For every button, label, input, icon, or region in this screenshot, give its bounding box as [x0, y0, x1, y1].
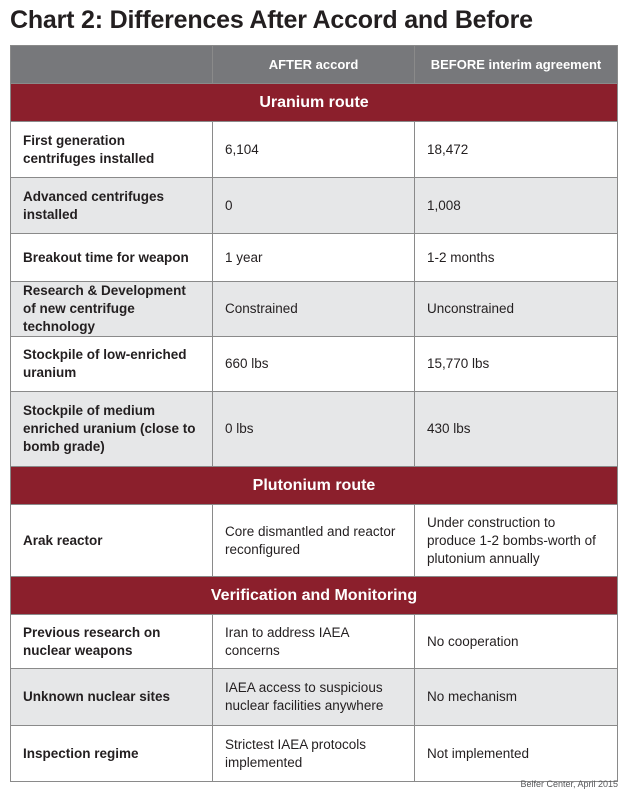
table-row: [11, 337, 618, 392]
row-label: Inspection regime: [11, 726, 213, 782]
after-value: 1 year: [213, 234, 415, 282]
row-label: Stockpile of medium enriched uranium (close to bomb grade): [11, 392, 213, 467]
before-value: 1,008: [415, 178, 618, 234]
chart-title: Chart 2: Differences After Accord and Before: [10, 6, 533, 34]
after-value: Core dismantled and reactor reconfigured: [213, 505, 415, 577]
section-title: Verification and Monitoring: [11, 577, 618, 615]
before-value: 430 lbs: [415, 392, 618, 467]
row-label: Arak reactor: [11, 505, 213, 577]
header-before-agreement: BEFORE interim agreement: [415, 46, 618, 84]
row-label: Advanced centrifuges installed: [11, 178, 213, 234]
before-value: Not implemented: [415, 726, 618, 782]
row-label: Previous research on nuclear weapons: [11, 615, 213, 669]
table-row: [11, 282, 618, 337]
source-credit: Belfer Center, April 2015: [520, 779, 618, 789]
header-label-column: [11, 46, 213, 84]
section-plutonium-route: [11, 467, 618, 505]
section-title: Uranium route: [11, 84, 618, 122]
comparison-table: [10, 45, 618, 782]
row-label: Unknown nuclear sites: [11, 669, 213, 726]
after-value: 0: [213, 178, 415, 234]
before-value: 18,472: [415, 122, 618, 178]
after-value: 0 lbs: [213, 392, 415, 467]
before-value: Unconstrained: [415, 282, 618, 337]
row-label: Research & Development of new centrifuge technology: [11, 282, 213, 337]
after-value: 660 lbs: [213, 337, 415, 392]
table-row: [11, 726, 618, 782]
section-verification-monitoring: [11, 577, 618, 615]
before-value: No mechanism: [415, 669, 618, 726]
section-title: Plutonium route: [11, 467, 618, 505]
before-value: 1-2 months: [415, 234, 618, 282]
after-value: 6,104: [213, 122, 415, 178]
table-row: [11, 122, 618, 178]
table-row: [11, 505, 618, 577]
before-value: 15,770 lbs: [415, 337, 618, 392]
table-row: [11, 669, 618, 726]
row-label: First generation centrifuges installed: [11, 122, 213, 178]
header-after-accord: AFTER accord: [213, 46, 415, 84]
after-value: Strictest IAEA protocols implemented: [213, 726, 415, 782]
table-row: [11, 178, 618, 234]
after-value: Iran to address IAEA concerns: [213, 615, 415, 669]
table-header-row: [11, 46, 618, 84]
section-uranium-route: [11, 84, 618, 122]
table-row: [11, 615, 618, 669]
after-value: Constrained: [213, 282, 415, 337]
before-value: No cooperation: [415, 615, 618, 669]
row-label: Breakout time for weapon: [11, 234, 213, 282]
row-label: Stockpile of low-enriched uranium: [11, 337, 213, 392]
before-value: Under construction to produce 1-2 bombs-worth of plutonium annually: [415, 505, 618, 577]
table-row: [11, 234, 618, 282]
after-value: IAEA access to suspicious nuclear facilities anywhere: [213, 669, 415, 726]
table-row: [11, 392, 618, 467]
